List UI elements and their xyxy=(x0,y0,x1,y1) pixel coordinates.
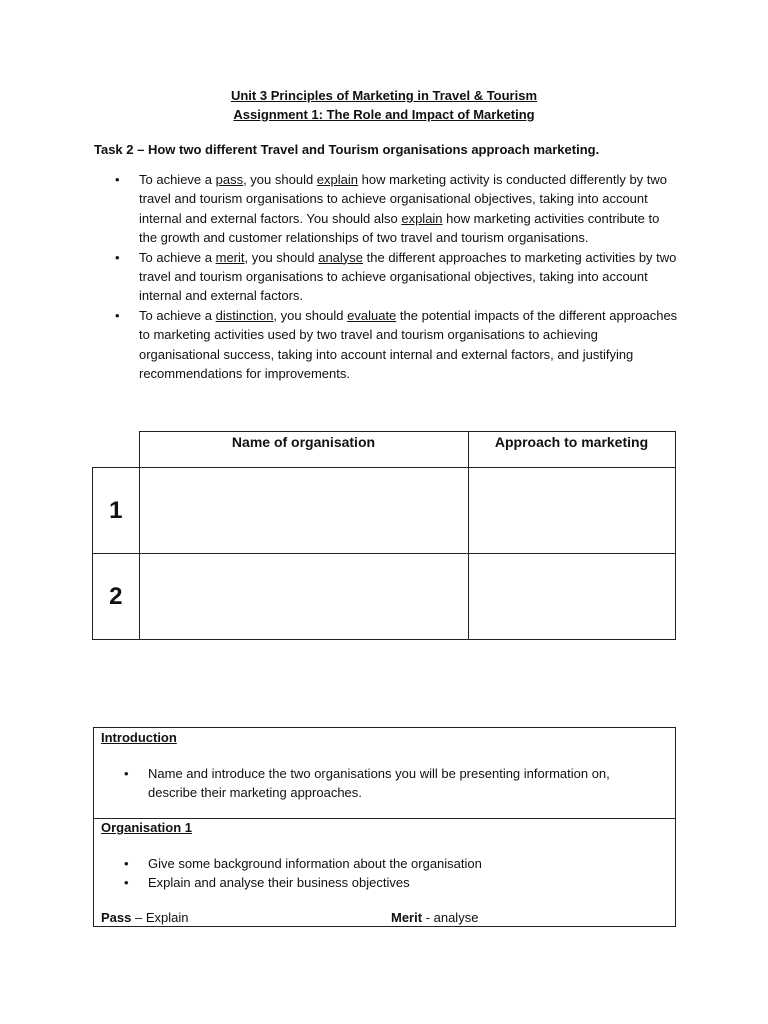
organisation-table xyxy=(92,431,676,640)
document-title-assignment: Assignment 1: The Role and Impact of Marketing xyxy=(233,107,535,122)
list-item-text: Explain and analyse their business objectives xyxy=(148,874,410,890)
merit-text: - analyse xyxy=(422,910,479,925)
criteria-merit xyxy=(94,248,680,306)
marketing-approach-cell[interactable] xyxy=(468,554,675,640)
criteria-pass xyxy=(94,170,680,248)
pass-label: Pass xyxy=(101,910,132,925)
row-number: 1 xyxy=(93,468,140,554)
merit-analyse-label xyxy=(391,910,478,925)
table-corner xyxy=(93,432,140,468)
header-approach-to-marketing: Approach to marketing xyxy=(468,432,675,468)
criteria-text: the potential impacts of the different approaches to marketing activities used by two travel and tourism organisations to achieving organisational success, taking into account internal and external factors, and justifying recommendations for improvements. xyxy=(139,307,678,382)
bullet-icon: • xyxy=(115,172,120,187)
row-number: 2 xyxy=(93,554,140,640)
command-verb: analyse xyxy=(318,249,364,265)
grade-distinction: distinction xyxy=(215,307,274,323)
marketing-approach-cell[interactable] xyxy=(468,468,675,554)
introduction-bullets xyxy=(101,765,661,802)
bullet-icon: • xyxy=(115,249,120,265)
grade-merit: merit xyxy=(215,249,245,265)
criteria-text: To achieve a xyxy=(139,307,216,323)
list-item-text: Give some background information about the organisation xyxy=(148,856,482,871)
command-verb: evaluate xyxy=(347,307,397,323)
organisation-name-cell[interactable] xyxy=(139,554,468,640)
organisation-1-bullets xyxy=(101,855,661,892)
criteria-text: the different approaches to marketing activities by two travel and tourism organisations to achieve organisational objectives, taking into account internal and external factors. xyxy=(139,249,677,304)
pass-explain-label xyxy=(101,910,188,925)
command-verb: explain xyxy=(316,172,358,187)
list-item xyxy=(101,855,661,874)
criteria-text: , you should xyxy=(244,249,319,265)
organisation-1-heading: Organisation 1 xyxy=(101,820,193,835)
organisation-name-cell[interactable] xyxy=(139,468,468,554)
task-heading: Task 2 – How two different Travel and Tourism organisations approach marketing. xyxy=(94,142,600,157)
pass-text: – Explain xyxy=(131,910,189,925)
section-divider xyxy=(94,818,675,819)
list-item xyxy=(101,765,661,802)
report-guide-box xyxy=(93,727,676,927)
command-verb: explain xyxy=(401,210,443,226)
bullet-icon: • xyxy=(124,766,129,781)
table-row xyxy=(93,554,676,640)
document-title-unit: Unit 3 Principles of Marketing in Travel & Tourism xyxy=(230,88,538,103)
grade-pass: pass xyxy=(215,172,244,187)
introduction-heading: Introduction xyxy=(101,730,177,745)
criteria-text: how marketing activities contribute to the growth and customer relationships of two travel and tourism organisations. xyxy=(139,210,660,246)
criteria-text: how marketing activity is conducted differently by two travel and tourism organisations to achieve organisational objectives, taking into account internal and external factors. You should also xyxy=(139,172,668,226)
list-item-text: Name and introduce the two organisations you will be presenting information on, describe their marketing approaches. xyxy=(148,766,610,800)
criteria-distinction xyxy=(94,306,680,384)
table-row xyxy=(93,468,676,554)
grading-criteria-list xyxy=(94,170,680,383)
table-header-row xyxy=(93,432,676,468)
criteria-text: , you should xyxy=(273,307,348,323)
criteria-text: , you should xyxy=(243,172,317,187)
criteria-text: To achieve a xyxy=(139,249,216,265)
criteria-text: To achieve a xyxy=(139,172,216,187)
header-name-of-organisation: Name of organisation xyxy=(139,432,468,468)
bullet-icon: • xyxy=(124,874,129,890)
bullet-icon: • xyxy=(124,856,129,871)
list-item xyxy=(101,874,661,893)
merit-label: Merit xyxy=(391,910,423,925)
bullet-icon: • xyxy=(115,307,120,323)
